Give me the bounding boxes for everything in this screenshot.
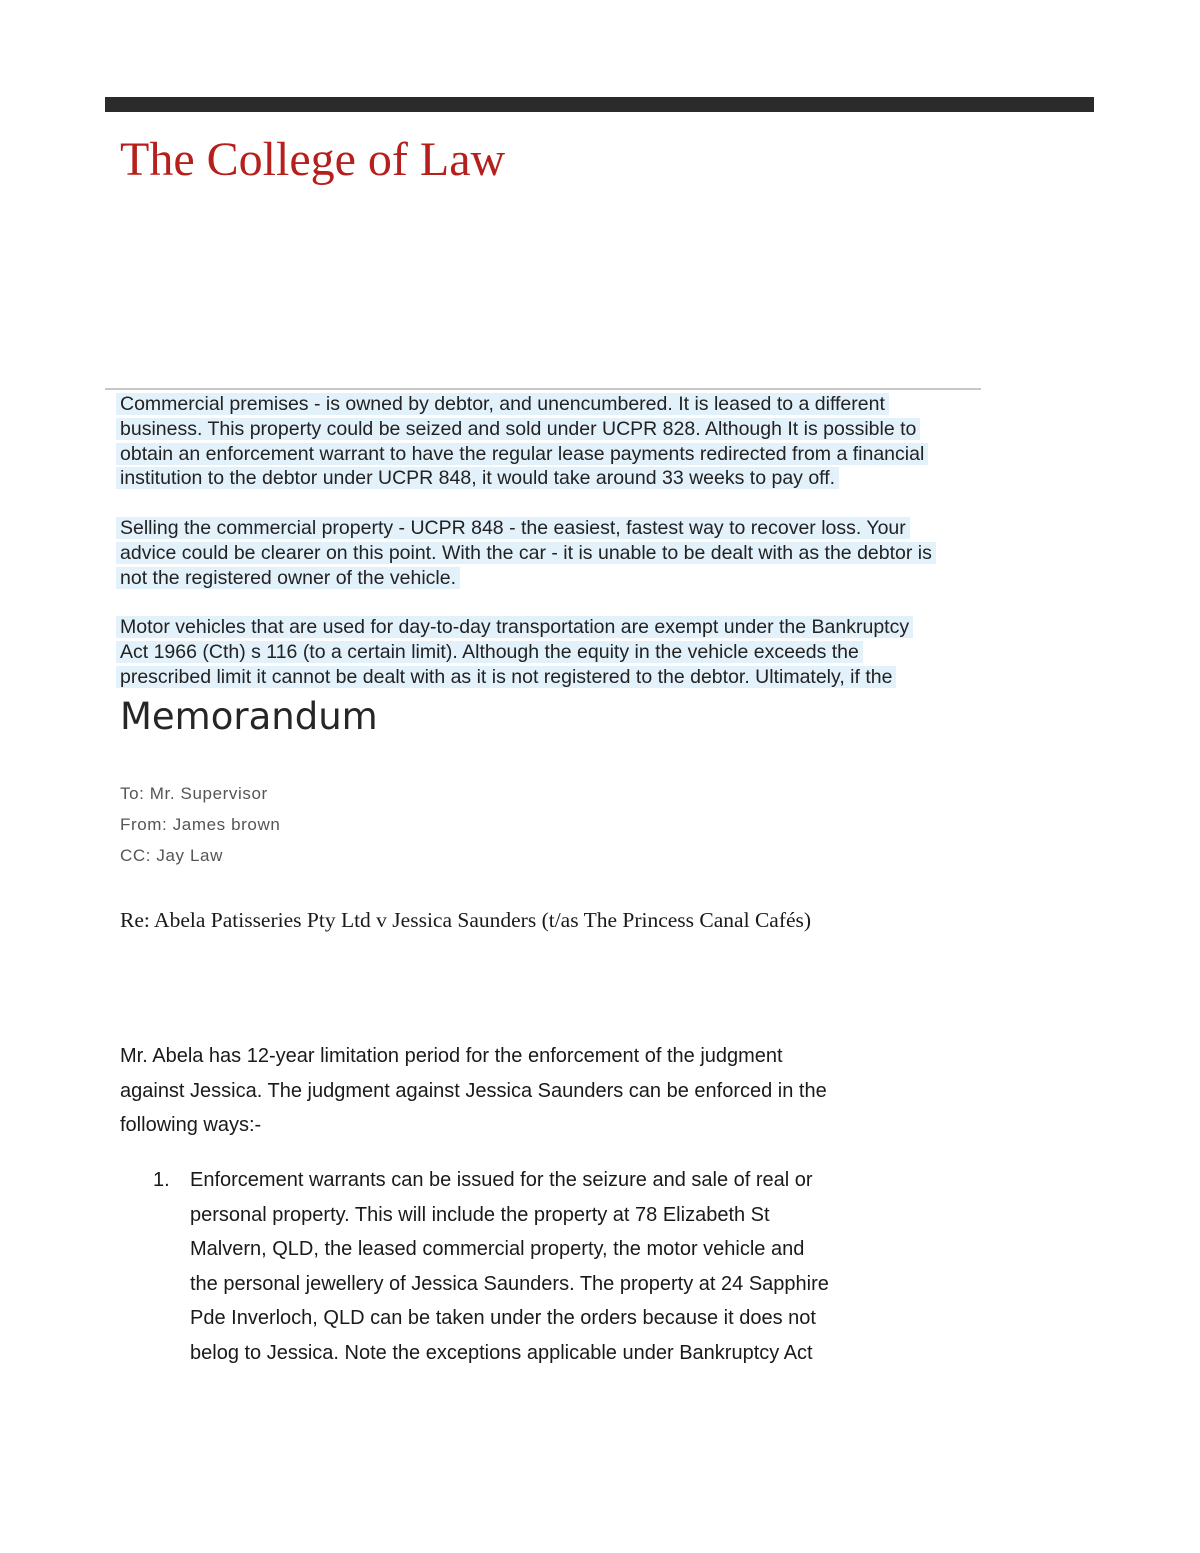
comment-line: Act 1966 (Cth) s 116 (to a certain limit). Although the equity in the vehicle exceeds the bbox=[116, 641, 863, 663]
list-item-line: Pde Inverloch, QLD can be taken under the orders because it does not bbox=[190, 1307, 816, 1329]
memo-subject: Re: Abela Patisseries Pty Ltd v Jessica Saunders (t/as The Princess Canal Cafés) bbox=[120, 908, 812, 932]
memo-intro-line: against Jessica. The judgment against Jessica Saunders can be enforced in the bbox=[120, 1079, 827, 1102]
list-item-line: personal property. This will include the property at 78 Elizabeth St bbox=[190, 1203, 770, 1226]
comment-line: institution to the debtor under UCPR 848, it would take around 33 weeks to pay off. bbox=[116, 467, 839, 489]
comment-line: advice could be clearer on this point. With the car - it is unable to be dealt with as the debtor is bbox=[116, 542, 936, 564]
list-item-line: belog to Jessica. Note the exceptions applicable under Bankruptcy Act bbox=[190, 1341, 813, 1364]
comment-line: prescribed limit it cannot be dealt with as it is not registered to the debtor. Ultimately, if the bbox=[116, 666, 896, 688]
list-item-line: Malvern, QLD, the leased commercial property, the motor vehicle and bbox=[190, 1238, 805, 1260]
list-item bbox=[120, 1163, 900, 1370]
memo-intro bbox=[120, 1039, 880, 1143]
memo-cc: CC: Jay Law bbox=[120, 846, 223, 865]
list-item-line: the personal jewellery of Jessica Saunders. The property at 24 Sapphire bbox=[190, 1272, 829, 1295]
comment-paragraph-3 bbox=[116, 615, 986, 689]
comment-line: obtain an enforcement warrant to have the regular lease payments redirected from a financial bbox=[116, 443, 928, 465]
comment-paragraph-1 bbox=[116, 392, 986, 491]
comment-box bbox=[116, 392, 986, 690]
memo-intro-line: Mr. Abela has 12-year limitation period for the enforcement of the judgment bbox=[120, 1045, 783, 1067]
memo-heading: Memorandum bbox=[120, 695, 378, 738]
comment-paragraph-2 bbox=[116, 516, 986, 590]
memo-list bbox=[120, 1163, 900, 1370]
comment-divider bbox=[105, 388, 981, 390]
list-number: 1. bbox=[153, 1169, 170, 1191]
comment-line: Commercial premises - is owned by debtor, and unencumbered. It is leased to a different bbox=[116, 393, 889, 415]
comment-line: not the registered owner of the vehicle. bbox=[116, 567, 460, 589]
comment-line: Selling the commercial property - UCPR 848 - the easiest, fastest way to recover loss. Your bbox=[116, 517, 910, 539]
memo-to: To: Mr. Supervisor bbox=[120, 784, 268, 803]
memo-from: From: James brown bbox=[120, 815, 281, 834]
list-item-line: Enforcement warrants can be issued for the seizure and sale of real or bbox=[190, 1169, 813, 1191]
memo-intro-line: following ways:- bbox=[120, 1114, 262, 1136]
comment-line: business. This property could be seized and sold under UCPR 828. Although It is possible to bbox=[116, 418, 920, 440]
comment-line: Motor vehicles that are used for day-to-day transportation are exempt under the Bankruptcy bbox=[116, 616, 913, 638]
header-rule bbox=[105, 97, 1094, 112]
org-title: The College of Law bbox=[120, 133, 506, 186]
